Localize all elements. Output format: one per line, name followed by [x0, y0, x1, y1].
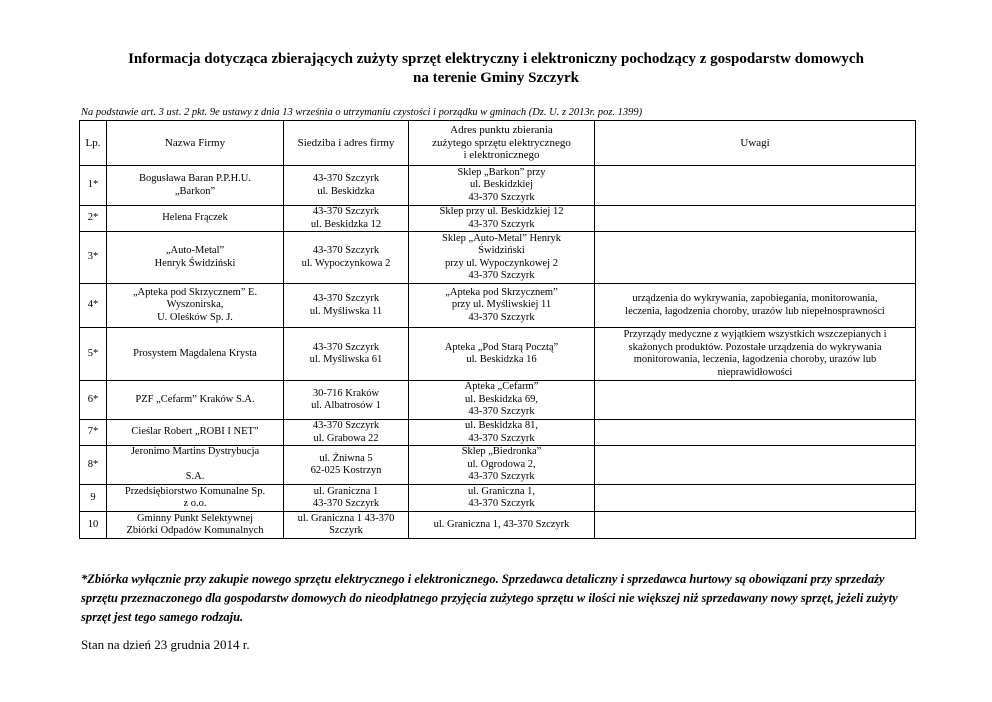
row-lp: 1* — [80, 166, 107, 206]
row-company-name: „Apteka pod Skrzycznem” E. Wyszonirska, U. Oleśków Sp. J. — [107, 284, 284, 328]
row-collection-point: Sklep „Auto-Metal” Henryk Świdziński przy ul. Wypoczynkowej 2 43-370 Szczyrk — [409, 232, 595, 284]
row-lp: 2* — [80, 206, 107, 232]
row-lp: 6* — [80, 381, 107, 420]
row-lp: 7* — [80, 420, 107, 446]
row-notes — [595, 166, 916, 206]
header-company-seat: Siedziba i adres firmy — [284, 121, 409, 166]
table-row — [80, 485, 916, 512]
row-collection-point: Apteka „Cefarm” ul. Beskidzka 69, 43-370 Szczyrk — [409, 381, 595, 420]
row-company-seat: 43-370 Szczyrk ul. Wypoczynkowa 2 — [284, 232, 409, 284]
row-lp: 9 — [80, 485, 107, 512]
row-collection-point: ul. Beskidzka 81, 43-370 Szczyrk — [409, 420, 595, 446]
row-collection-point: „Apteka pod Skrzycznem” przy ul. Myśliwskiej 11 43-370 Szczyrk — [409, 284, 595, 328]
row-notes — [595, 381, 916, 420]
title-line-1: Informacja dotycząca zbierających zużyty sprzęt elektryczny i elektroniczny pochodzący z gospodarstw domowych — [128, 51, 864, 67]
table-row — [80, 284, 916, 328]
row-notes: urządzenia do wykrywania, zapobiegania, monitorowania, leczenia, łagodzenia choroby, urazów lub niepełnosprawności — [595, 284, 916, 328]
table-row — [80, 420, 916, 446]
row-company-name: PZF „Cefarm” Kraków S.A. — [107, 381, 284, 420]
row-company-seat: 30-716 Kraków ul. Albatrosów 1 — [284, 381, 409, 420]
row-company-name: Jeronimo Martins Dystrybucja S.A. — [107, 446, 284, 485]
table-row — [80, 232, 916, 284]
row-lp: 10 — [80, 512, 107, 539]
row-company-name: Cieślar Robert „ROBI I NET” — [107, 420, 284, 446]
row-collection-point: Sklep „Barkon” przy ul. Beskidzkiej 43-370 Szczyrk — [409, 166, 595, 206]
table-row — [80, 206, 916, 232]
row-company-name: Bogusława Baran P.P.H.U. „Barkon” — [107, 166, 284, 206]
row-company-seat: ul. Graniczna 1 43-370 Szczyrk — [284, 485, 409, 512]
row-company-seat: 43-370 Szczyrk ul. Grabowa 22 — [284, 420, 409, 446]
header-lp: Lp. — [80, 121, 107, 166]
row-notes — [595, 420, 916, 446]
row-collection-point: ul. Graniczna 1, 43-370 Szczyrk — [409, 485, 595, 512]
row-notes — [595, 446, 916, 485]
table-row — [80, 512, 916, 539]
row-collection-point: Sklep przy ul. Beskidzkiej 12 43-370 Szczyrk — [409, 206, 595, 232]
title-line-2: na terenie Gminy Szczyrk — [413, 70, 579, 86]
row-company-name: Przedsiębiorstwo Komunalne Sp. z o.o. — [107, 485, 284, 512]
table-row — [80, 166, 916, 206]
row-company-name: „Auto-Metal” Henryk Świdziński — [107, 232, 284, 284]
row-lp: 3* — [80, 232, 107, 284]
footnote: *Zbiórka wyłącznie przy zakupie nowego sprzętu elektrycznego i elektronicznego. Sprzedawca detaliczny i sprzedawca hurtowy są obowiązani przy sprzedaży sprzętu przeznaczonego dla gospodarstw domowych do nieodpłatnego przyjęcia zużytego sprzętu w ilości nie większej niż sprzedawany nowy sprzęt, jeżeli zużyty sprzęt jest tego samego rodzaju. — [81, 572, 898, 624]
table-row — [80, 381, 916, 420]
row-lp: 4* — [80, 284, 107, 328]
header-company-name: Nazwa Firmy — [107, 121, 284, 166]
row-company-seat: ul. Żniwna 5 62-025 Kostrzyn — [284, 446, 409, 485]
status-date: Stan na dzień 23 grudnia 2014 r. — [81, 637, 250, 652]
row-notes: Przyrządy medyczne z wyjątkiem wszystkich wszczepianych i skażonych produktów. Pozostałe urządzenia do wykrywania monitorowania, leczenia, łagodzenia choroby, urazów lub nieprawidłowości — [595, 328, 916, 381]
row-notes — [595, 206, 916, 232]
row-notes — [595, 512, 916, 539]
document-title — [60, 50, 932, 88]
row-lp: 5* — [80, 328, 107, 381]
row-company-seat: 43-370 Szczyrk ul. Myśliwska 61 — [284, 328, 409, 381]
row-collection-point: Sklep „Biedronka” ul. Ogrodowa 2, 43-370 Szczyrk — [409, 446, 595, 485]
row-collection-point: ul. Graniczna 1, 43-370 Szczyrk — [409, 512, 595, 539]
row-company-name: Gminny Punkt Selektywnej Zbiórki Odpadów Komunalnych — [107, 512, 284, 539]
row-company-seat: ul. Graniczna 1 43-370 Szczyrk — [284, 512, 409, 539]
header-notes: Uwagi — [595, 121, 916, 166]
table-row — [80, 328, 916, 381]
row-notes — [595, 485, 916, 512]
row-notes — [595, 232, 916, 284]
header-collection-point: Adres punktu zbierania zużytego sprzętu elektrycznego i elektronicznego — [409, 121, 595, 166]
collectors-table — [79, 120, 916, 539]
row-company-seat: 43-370 Szczyrk ul. Myśliwska 11 — [284, 284, 409, 328]
row-company-name: Helena Frączek — [107, 206, 284, 232]
table-body — [80, 166, 916, 539]
table-row — [80, 446, 916, 485]
row-company-name: Prosystem Magdalena Krysta — [107, 328, 284, 381]
row-company-seat: 43-370 Szczyrk ul. Beskidzka — [284, 166, 409, 206]
row-collection-point: Apteka „Pod Starą Pocztą” ul. Beskidzka 16 — [409, 328, 595, 381]
table-header-row — [80, 121, 916, 166]
legal-basis: Na podstawie art. 3 ust. 2 pkt. 9e ustawy z dnia 13 września o utrzymaniu czystości i porządku w gminach (Dz. U. z 2013r. poz. 1399) — [81, 107, 643, 118]
row-company-seat: 43-370 Szczyrk ul. Beskidzka 12 — [284, 206, 409, 232]
row-lp: 8* — [80, 446, 107, 485]
